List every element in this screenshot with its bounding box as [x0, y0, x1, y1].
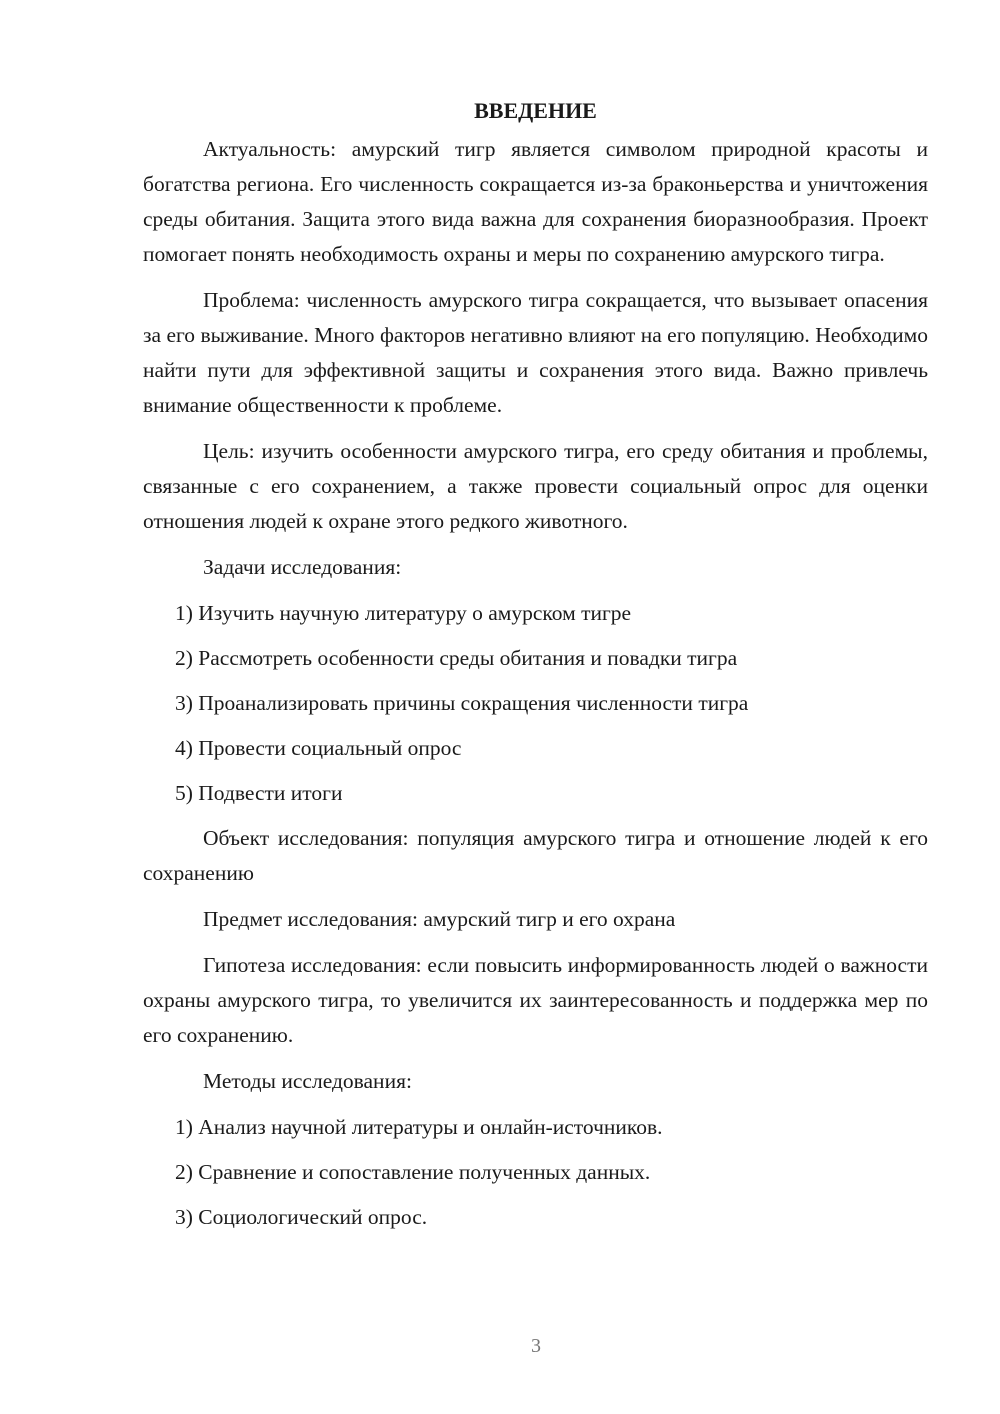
list-item: 4) Провести социальный опрос — [175, 736, 462, 760]
object-paragraph: Объект исследования: популяция амурского тигра и отношение людей к его сохранению — [143, 826, 928, 885]
section-title: ВВЕДЕНИЕ — [474, 98, 597, 123]
subject-paragraph: Предмет исследования: амурский тигр и его охрана — [203, 907, 676, 931]
hypothesis-paragraph: Гипотеза исследования: если повысить информированность людей о важности охраны амурского тигра, то увеличится их заинтересованность и поддержка мер по его сохранению. — [143, 953, 928, 1047]
methods-heading: Методы исследования: — [203, 1069, 412, 1093]
list-item: 5) Подвести итоги — [175, 781, 343, 805]
tasks-heading: Задачи исследования: — [203, 555, 402, 579]
list-item: 2) Рассмотреть особенности среды обитания и повадки тигра — [175, 646, 738, 670]
list-item: 2) Сравнение и сопоставление полученных данных. — [175, 1160, 651, 1184]
relevance-paragraph: Актуальность: амурский тигр является символом природной красоты и богатства региона. Его численность сокращается из-за браконьерства и уничтожения среды обитания. Защита этого вида важна для сохранения биоразнообразия. Проект помогает понять необходимость охраны и меры по сохранению амурского тигра. — [143, 137, 928, 266]
tasks-list — [143, 596, 928, 811]
document-page — [143, 96, 928, 1245]
goal-paragraph: Цель: изучить особенности амурского тигра, его среду обитания и проблемы, связанные с его сохранением, а также провести социальный опрос для оценки отношения людей к охране этого редкого животного. — [143, 439, 928, 533]
methods-list — [143, 1110, 928, 1235]
page-number: 3 — [531, 1335, 541, 1357]
problem-paragraph: Проблема: численность амурского тигра сокращается, что вызывает опасения за его выживание. Много факторов негативно влияют на его популяцию. Необходимо найти пути для эффективной защиты и сохранения этого вида. Важно привлечь внимание общественности к проблеме. — [143, 288, 928, 417]
list-item: 1) Изучить научную литературу о амурском тигре — [175, 601, 632, 625]
list-item: 3) Социологический опрос. — [175, 1205, 428, 1229]
list-item: 1) Анализ научной литературы и онлайн-источников. — [175, 1115, 663, 1139]
list-item: 3) Проанализировать причины сокращения численности тигра — [175, 691, 749, 715]
